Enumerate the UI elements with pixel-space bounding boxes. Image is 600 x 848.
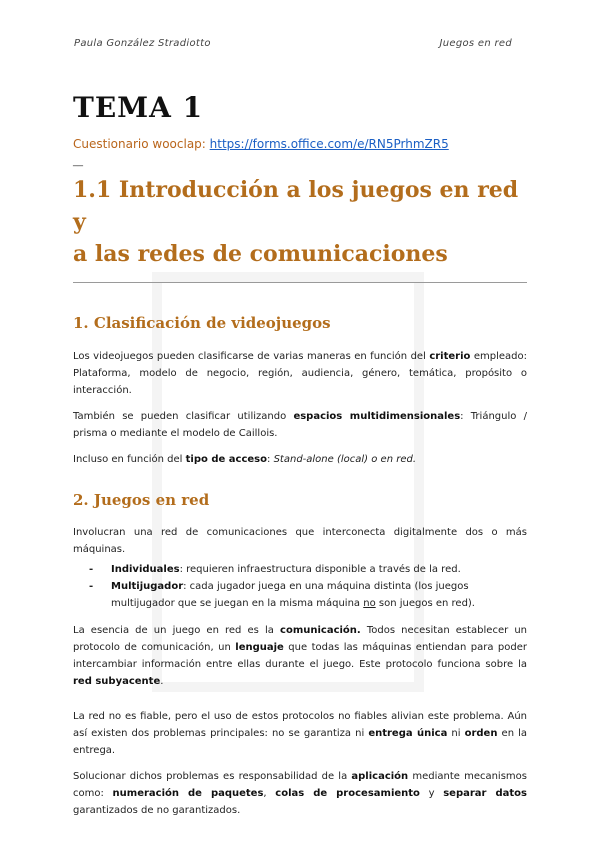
list-item: - Individuales: requieren infraestructura disponible a través de la red. [89, 564, 461, 575]
list-item: - Multijugador: cada jugador juega en una máquina distinta (los juegos multijugador que se juegan en la misma máquina no son juegos en red). [89, 581, 475, 609]
page-title: TEMA 1 [73, 91, 204, 124]
paragraph-multidimensional: También se pueden clasificar utilizando espacios multidimensionales: Triángulo / prisma o mediante el modelo de Caillois. [73, 411, 527, 439]
paragraph-solutions: Solucionar dichos problemas es responsabilidad de la aplicación mediante mecanismos como: numeración de paquetes, colas de procesamiento y separar datos garantizados de no garantizados. [73, 771, 527, 816]
paragraph-network-intro: Involucran una red de comunicaciones que interconecta digitalmente dos o más máquinas. [73, 527, 527, 555]
subsection-heading-network-games: 2. Juegos en red [73, 491, 210, 509]
section-divider [73, 282, 527, 283]
paragraph-access-type: Incluso en función del tipo de acceso: Stand-alone (local) o en red. [73, 454, 416, 465]
paragraph-reliability: La red no es fiable, pero el uso de estos protocolos no fiables alivian este problema. Aún así existen dos problemas principales: no se garantiza ni entrega única ni orden en la entrega. [73, 711, 527, 756]
section-title-line1: 1.1 Introducción a los juegos en red y [73, 177, 519, 235]
separator: __ [73, 156, 83, 167]
quiz-link[interactable]: https://forms.office.com/e/RN5PrhmZR5 [209, 137, 449, 151]
quiz-label: Cuestionario wooclap: [73, 137, 206, 151]
document-body [73, 90, 527, 819]
subsection-heading-classification: 1. Clasificación de videojuegos [73, 314, 331, 332]
section-title-line2: a las redes de comunicaciones [73, 241, 448, 267]
header-subject: Juegos en red [439, 38, 512, 49]
network-game-types-list [73, 561, 527, 612]
header-author: Paula González Stradiotto [74, 38, 211, 49]
page-header [74, 38, 512, 52]
paragraph-criteria: Los videojuegos pueden clasificarse de varias maneras en función del criterio empleado: Plataforma, modelo de negocio, región, audiencia, género, temática, propósito o interacción. [73, 351, 527, 396]
section-title [73, 174, 527, 270]
paragraph-communication: La esencia de un juego en red es la comunicación. Todos necesitan establecer un protocolo de comunicación, un lenguaje que todas las máquinas entiendan para poder intercambiar información entre ellas durante el juego. Este protocolo funciona sobre la red subyacente. [73, 625, 528, 687]
quiz-line [73, 136, 527, 152]
